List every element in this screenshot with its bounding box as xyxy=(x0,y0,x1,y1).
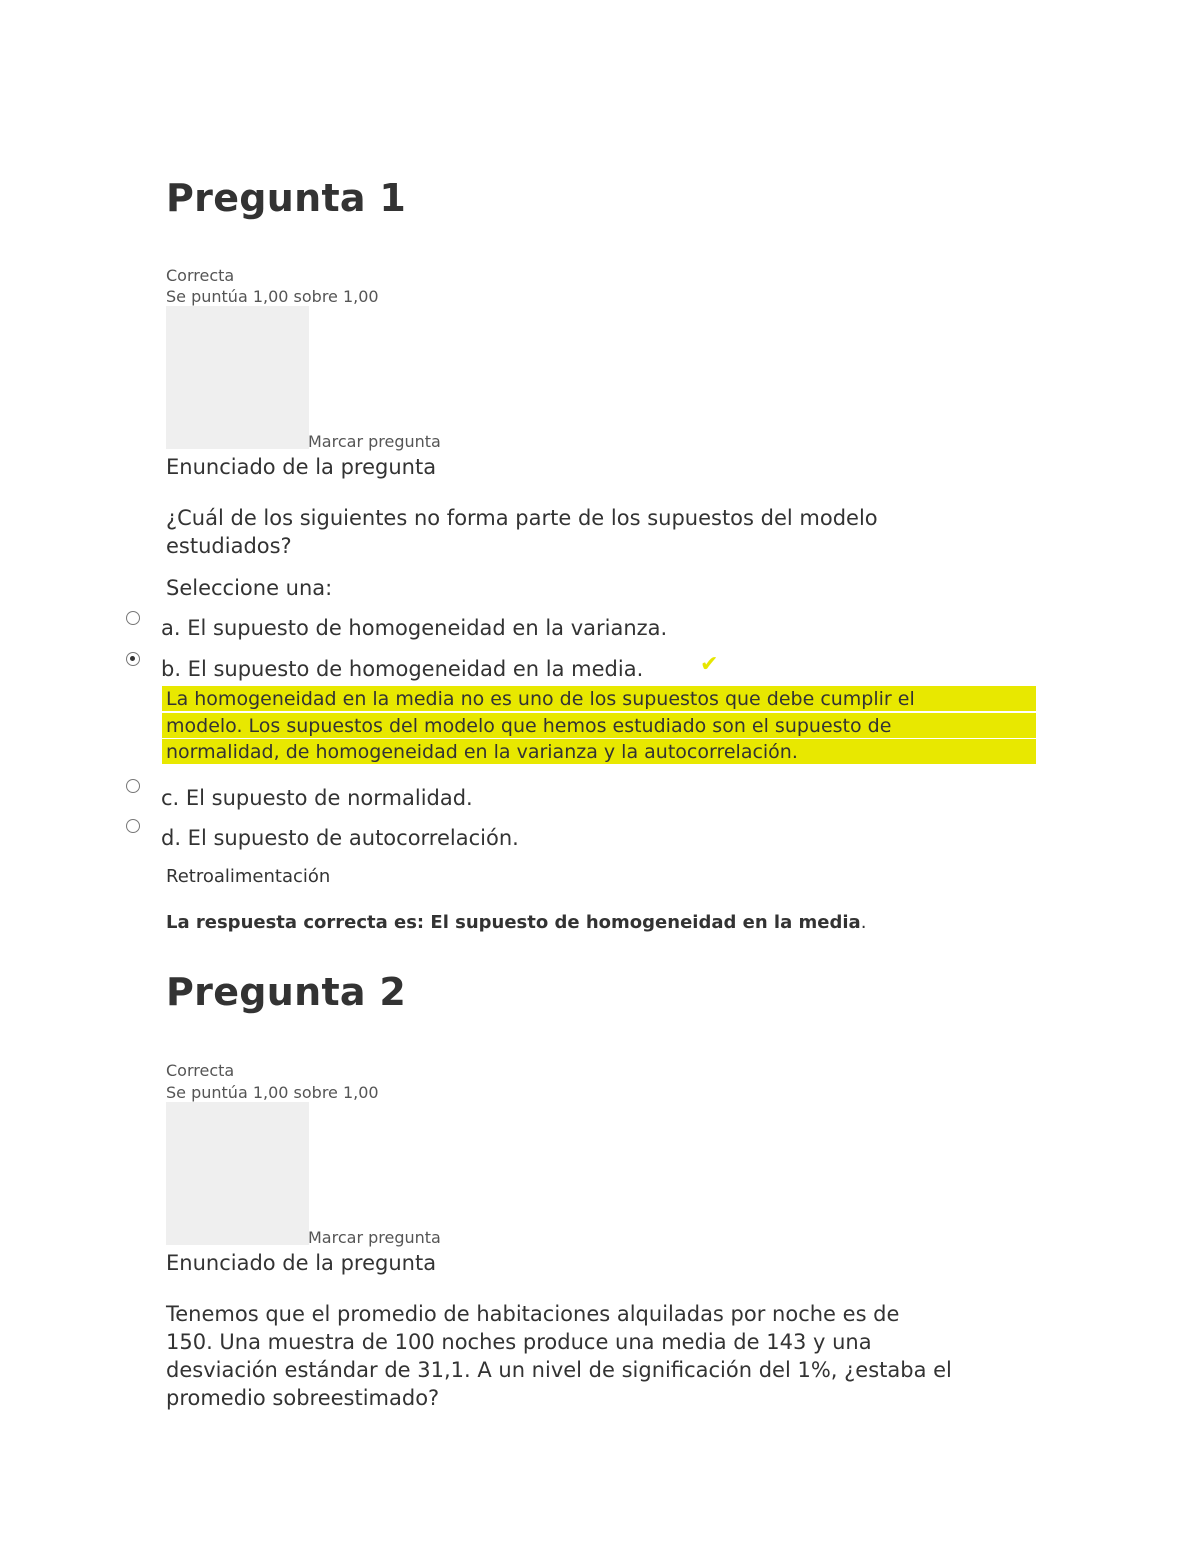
option-d-label[interactable]: d. El supuesto de autocorrelación. xyxy=(161,826,519,850)
question-1-select-prompt: Seleccione una: xyxy=(166,576,333,600)
option-c-label[interactable]: c. El supuesto de normalidad. xyxy=(161,786,473,810)
option-a-label[interactable]: a. El supuesto de homogeneidad en la varianza. xyxy=(161,616,668,640)
question-1-statement-heading: Enunciado de la pregunta xyxy=(166,455,437,479)
option-a-radio[interactable] xyxy=(126,611,140,625)
question-1-flag-image[interactable] xyxy=(166,306,309,449)
question-2-flag-image[interactable] xyxy=(166,1102,309,1245)
question-2-text-line: 150. Una muestra de 100 noches produce una media de 143 y una xyxy=(166,1330,872,1354)
question-2-score: Se puntúa 1,00 sobre 1,00 xyxy=(166,1083,379,1102)
option-feedback xyxy=(162,686,1036,766)
option-b-radio[interactable] xyxy=(126,652,140,666)
option-feedback-line: modelo. Los supuestos del modelo que hemos estudiado son el supuesto de xyxy=(162,713,1036,738)
option-b-label[interactable]: b. El supuesto de homogeneidad en la media. xyxy=(161,657,644,681)
question-2-text-line: Tenemos que el promedio de habitaciones alquiladas por noche es de xyxy=(166,1302,900,1326)
option-feedback-line: La homogeneidad en la media no es uno de los supuestos que debe cumplir el xyxy=(162,686,1036,711)
question-2-text-line: desviación estándar de 31,1. A un nivel de significación del 1%, ¿estaba el xyxy=(166,1358,952,1382)
question-1-flag-button[interactable]: Marcar pregunta xyxy=(308,432,441,451)
question-2-title: Pregunta 2 xyxy=(166,970,407,1014)
question-2-text-line: promedio sobreestimado? xyxy=(166,1386,440,1410)
option-c-radio[interactable] xyxy=(126,779,140,793)
question-2-status: Correcta xyxy=(166,1061,235,1080)
option-d-radio[interactable] xyxy=(126,819,140,833)
question-1-text: ¿Cuál de los siguientes no forma parte de los supuestos del modelo estudiados? xyxy=(166,506,878,558)
option-feedback-line: normalidad, de homogeneidad en la varianza y la autocorrelación. xyxy=(162,739,1036,764)
correct-answer-text: La respuesta correcta es: El supuesto de homogeneidad en la media xyxy=(166,912,861,933)
correct-answer-period: . xyxy=(860,912,867,933)
question-2-text xyxy=(166,1300,1046,1412)
feedback-heading: Retroalimentación xyxy=(166,866,331,887)
question-1-status: Correcta xyxy=(166,266,235,285)
question-2-statement-heading: Enunciado de la pregunta xyxy=(166,1251,437,1275)
checkmark-icon: ✔ xyxy=(700,652,719,677)
question-1-title: Pregunta 1 xyxy=(166,176,407,220)
correct-answer xyxy=(166,912,866,933)
question-2-flag-button[interactable]: Marcar pregunta xyxy=(308,1228,441,1247)
question-1-score: Se puntúa 1,00 sobre 1,00 xyxy=(166,287,379,306)
